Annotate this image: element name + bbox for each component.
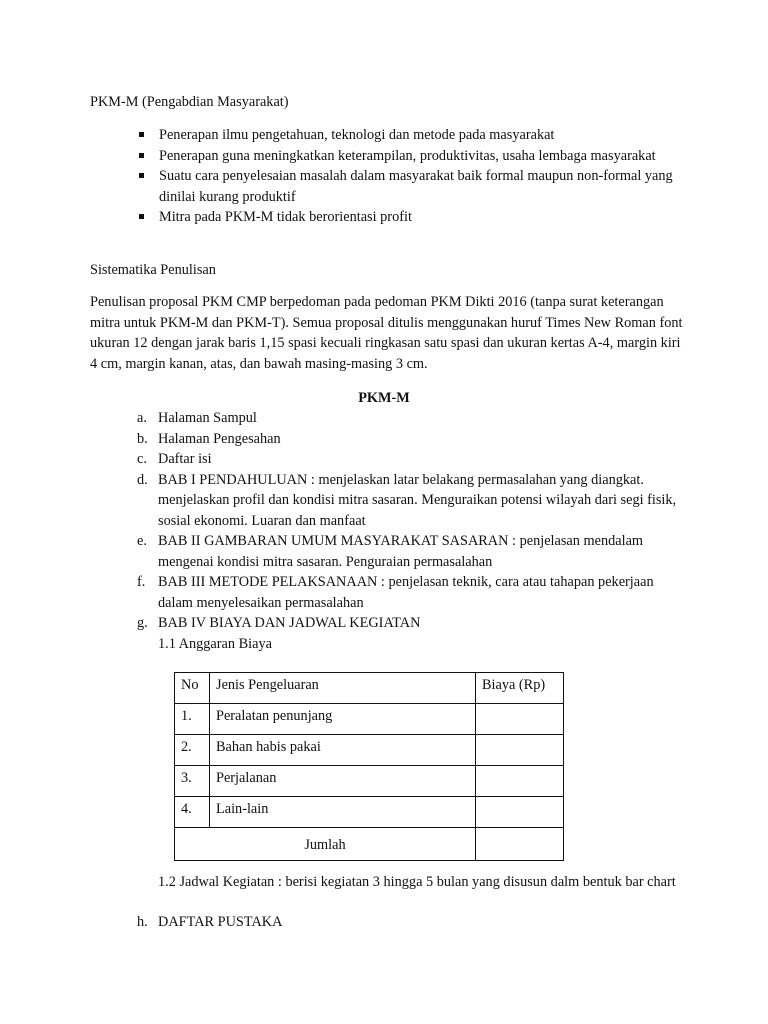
- row-cost: [476, 766, 564, 797]
- outline-list: [137, 408, 677, 654]
- outline-marker: f.: [137, 574, 146, 590]
- outline-text: BAB IV BIAYA DAN JADWAL KEGIATAN: [158, 615, 421, 631]
- schedule-note: 1.2 Jadwal Kegiatan : berisi kegiatan 3 hingga 5 bulan yang disusun dalm bentuk bar chart: [158, 874, 676, 890]
- table-row: [175, 797, 564, 828]
- row-cost: [476, 735, 564, 766]
- outline-marker: d.: [137, 471, 148, 488]
- row-item: Lain-lain: [210, 797, 476, 828]
- row-number: 4.: [175, 797, 210, 828]
- total-label: Jumlah: [175, 828, 476, 861]
- outline-text: Halaman Sampul: [158, 410, 257, 426]
- column-header-item: Jenis Pengeluaran: [210, 673, 476, 704]
- body-paragraph: Penulisan proposal PKM CMP berpedoman pada pedoman PKM Dikti 2016 (tanpa surat keterangan mitra untuk PKM-M dan PKM-T). Semua proposal ditulis menggunakan huruf Times New Roman font ukuran 12 dengan jarak baris 1,15 spasi kecuali ringkasan satu spasi dan ukuran kertas A-4, margin kiri 4 cm, margin kanan, atas, dan bawah masing-masing 3 cm.: [90, 294, 683, 372]
- outline-text: BAB I PENDAHULUAN : menjelaskan latar belakang permasalahan yang diangkat. menjelaskan profil dan kondisi mitra sasaran. Menguraikan potensi wilayah dari segi fisik, sosial ekonomi. Luaran dan manfaat: [158, 471, 677, 529]
- outline-text: BAB III METODE PELAKSANAAN : penjelasan teknik, cara atau tahapan pekerjaan dalam menyelesaikan permasalahan: [158, 574, 654, 611]
- outline-text: Halaman Pengesahan: [158, 430, 281, 447]
- outline-marker: h.: [137, 914, 148, 930]
- table-row: [175, 704, 564, 735]
- bullet-item: Penerapan ilmu pengetahuan, teknologi dan metode pada masyarakat: [139, 125, 679, 146]
- column-header-cost: Biaya (Rp): [476, 673, 564, 704]
- outline-text: DAFTAR PUSTAKA: [158, 914, 283, 930]
- outline-text: BAB II GAMBARAN UMUM MASYARAKAT SASARAN : penjelasan mendalam mengenai kondisi mitra sasaran. Penguraian permasalahan: [158, 533, 644, 570]
- outline-subitem: 1.1 Anggaran Biaya: [158, 635, 272, 652]
- row-number: 1.: [175, 704, 210, 735]
- row-cost: [476, 797, 564, 828]
- total-value: [476, 828, 564, 861]
- outline-item: [137, 470, 677, 532]
- row-number: 2.: [175, 735, 210, 766]
- outline-marker: a.: [137, 410, 147, 426]
- outline-marker: e.: [137, 533, 147, 549]
- pkm-m-bullet-list: [139, 125, 679, 228]
- outline-item: [137, 429, 677, 450]
- table-header-row: [175, 673, 564, 704]
- outline-marker: c.: [137, 451, 147, 467]
- column-header-no: No: [175, 673, 210, 704]
- outline-text: Daftar isi: [158, 451, 212, 467]
- bullet-item: Penerapan guna meningkatkan keterampilan, produktivitas, usaha lembaga masyarakat: [139, 146, 679, 167]
- row-cost: [476, 704, 564, 735]
- outline-item-final: [137, 912, 282, 933]
- table-row: [175, 766, 564, 797]
- bullet-item: Mitra pada PKM-M tidak berorientasi profit: [139, 207, 679, 228]
- outline-marker: b.: [137, 430, 148, 447]
- row-number: 3.: [175, 766, 210, 797]
- row-item: Peralatan penunjang: [210, 704, 476, 735]
- table-row: [175, 735, 564, 766]
- outline-item: [137, 613, 677, 654]
- outline-item: [137, 572, 677, 613]
- section-heading: Sistematika Penulisan: [90, 262, 216, 278]
- table-total-row: [175, 828, 564, 861]
- row-item: Perjalanan: [210, 766, 476, 797]
- row-item: Bahan habis pakai: [210, 735, 476, 766]
- outline-item: [137, 408, 677, 429]
- budget-table: [174, 672, 564, 861]
- outline-marker: g.: [137, 615, 148, 631]
- bullet-item: Suatu cara penyelesaian masalah dalam masyarakat baik formal maupun non-formal yang dinilai kurang produktif: [139, 166, 679, 207]
- outline-item: [137, 449, 677, 470]
- document-title: PKM-M (Pengabdian Masyarakat): [90, 94, 289, 110]
- pkm-m-heading: PKM-M: [358, 390, 410, 406]
- outline-item: [137, 531, 677, 572]
